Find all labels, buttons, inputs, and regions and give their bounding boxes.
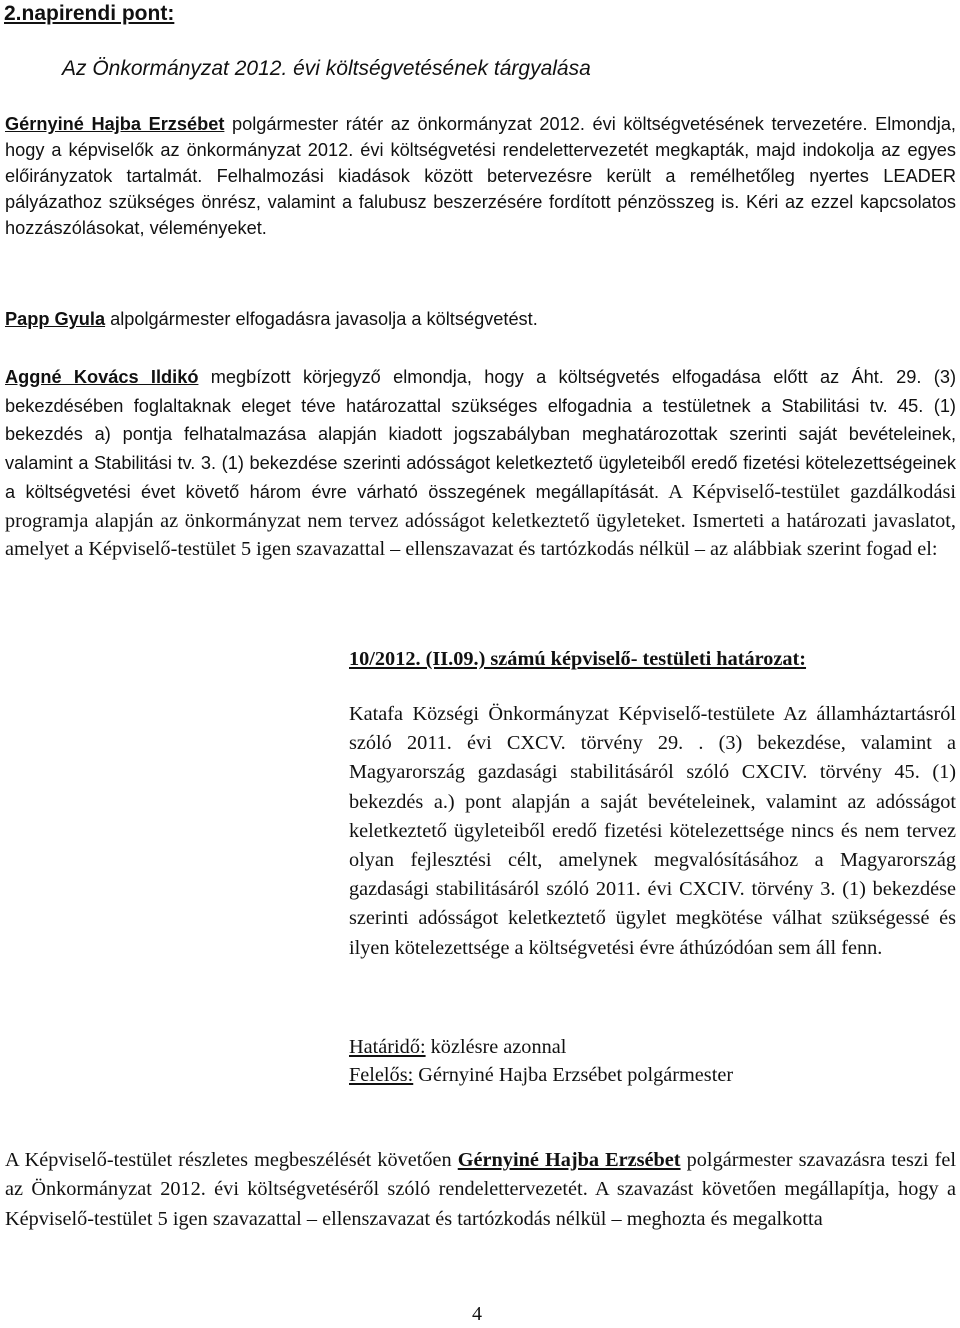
- intro-paragraph: [5, 111, 956, 241]
- page-number: 4: [472, 1303, 482, 1325]
- deadline-line: [349, 1036, 566, 1059]
- closing-text: A Képviselő-testület részletes megbeszélését követően: [5, 1149, 458, 1171]
- notary-paragraph: [5, 363, 956, 564]
- notary-text: megbízott körjegyző elmondja, hogy a költségvetés elfogadása előtt az Áht. 29. (3) bekezdésében foglaltaknak eleget téve határozattal szükséges elfogadnia a testületnek a Stabilitási tv. 45. (1) bekezdés a) pontja felhatalmazása alapján kiadott jogszabályban meghatározottak szerinti saját bevételeinek, valamint a Stabilitási tv. 3. (1) bekezdése szerinti adósságot keletkeztető ügyleteiből eredő fizetési kötelezettségeinek a költségvetési évet követő három évre várható összegének megállapítását.: [5, 367, 956, 502]
- responsible-line: [349, 1064, 733, 1087]
- intro-text: polgármester rátér az önkormányzat 2012. évi költségvetésének tervezetére. Elmondja, hogy a képviselők az önkormányzat 2012. évi költségvetési rendelettervezetét megkapták, majd indokolja az egyes előirányzatok tartalmát. Felhalmozási kiadások között betervezésre került a remélhetőleg nyertes LEADER pályázathoz szükséges önrész, valamint a falubusz beszerzésére fordított pénzösszeg is. Kéri az ezzel kapcsolatos hozzászólásokat, véleményeket.: [5, 114, 956, 238]
- closing-text-continued: polgármester szavazásra teszi fel az Önkormányzat 2012. évi költségvetéséről szóló rendelettervezetét. A szavazást követően megállapítja, hogy a Képviselő-testület 5 igen szavazattal – ellenszavazat és tartózkodás nélkül – meghozta és megalkotta: [5, 1149, 956, 1230]
- responsible-label: Felelős:: [349, 1064, 414, 1086]
- speaker-name: Aggné Kovács Ildikó: [5, 367, 199, 387]
- speaker-name: Gérnyiné Hajba Erzsébet: [5, 114, 225, 134]
- agenda-item-heading: 2.napirendi pont:: [4, 2, 175, 25]
- resolution-body: Katafa Községi Önkormányzat Képviselő-testülete Az államháztartásról szóló 2011. évi CXCV. törvény 29. . (3) bekezdése, valamint a Magyarország gazdasági stabilitásáról szóló CXCIV. törvény 45. (1) bekezdés a.) pont alapján a saját bevételeinek, valamint az adósságot keletkeztető ügyleteiből eredő fizetési kötelezettsége nincs és nem tervez olyan fejlesztési célt, amelynek megvalósításához a Magyarország gazdasági stabilitásáról szóló 2011. évi CXCIV. törvény 3. (1) bekezdése szerinti adósságot keletkeztető ügylet megkötése válhat szükségessé és ilyen kötelezettsége a költségvetési évre áthúzódóan sem áll fenn.: [349, 703, 956, 959]
- speaker-name: Papp Gyula: [5, 309, 106, 329]
- responsible-value: Gérnyiné Hajba Erzsébet polgármester: [413, 1064, 734, 1086]
- agenda-item-subheading: Az Önkormányzat 2012. évi költségvetésének tárgyalása: [62, 57, 591, 80]
- notary-text-continued: A Képviselő-testület gazdálkodási programja alapján az önkormányzat nem tervez adósságot keletkeztető ügyleteket. Ismerteti a határozati javaslatot, amelyet a Képviselő-testület 5 igen szavazattal – ellenszavazat és tartózkodás nélkül – az alábbiak szerint fogad el:: [5, 480, 956, 561]
- closing-paragraph: [5, 1146, 956, 1234]
- deputy-text: alpolgármester elfogadásra javasolja a költségvetést.: [105, 309, 538, 329]
- deadline-value: közlésre azonnal: [425, 1036, 567, 1058]
- speaker-name: Gérnyiné Hajba Erzsébet: [457, 1149, 681, 1171]
- deputy-paragraph: [5, 306, 956, 332]
- resolution-title: 10/2012. (II.09.) számú képviselő- testületi határozat:: [349, 648, 807, 670]
- deadline-label: Határidő:: [349, 1036, 426, 1058]
